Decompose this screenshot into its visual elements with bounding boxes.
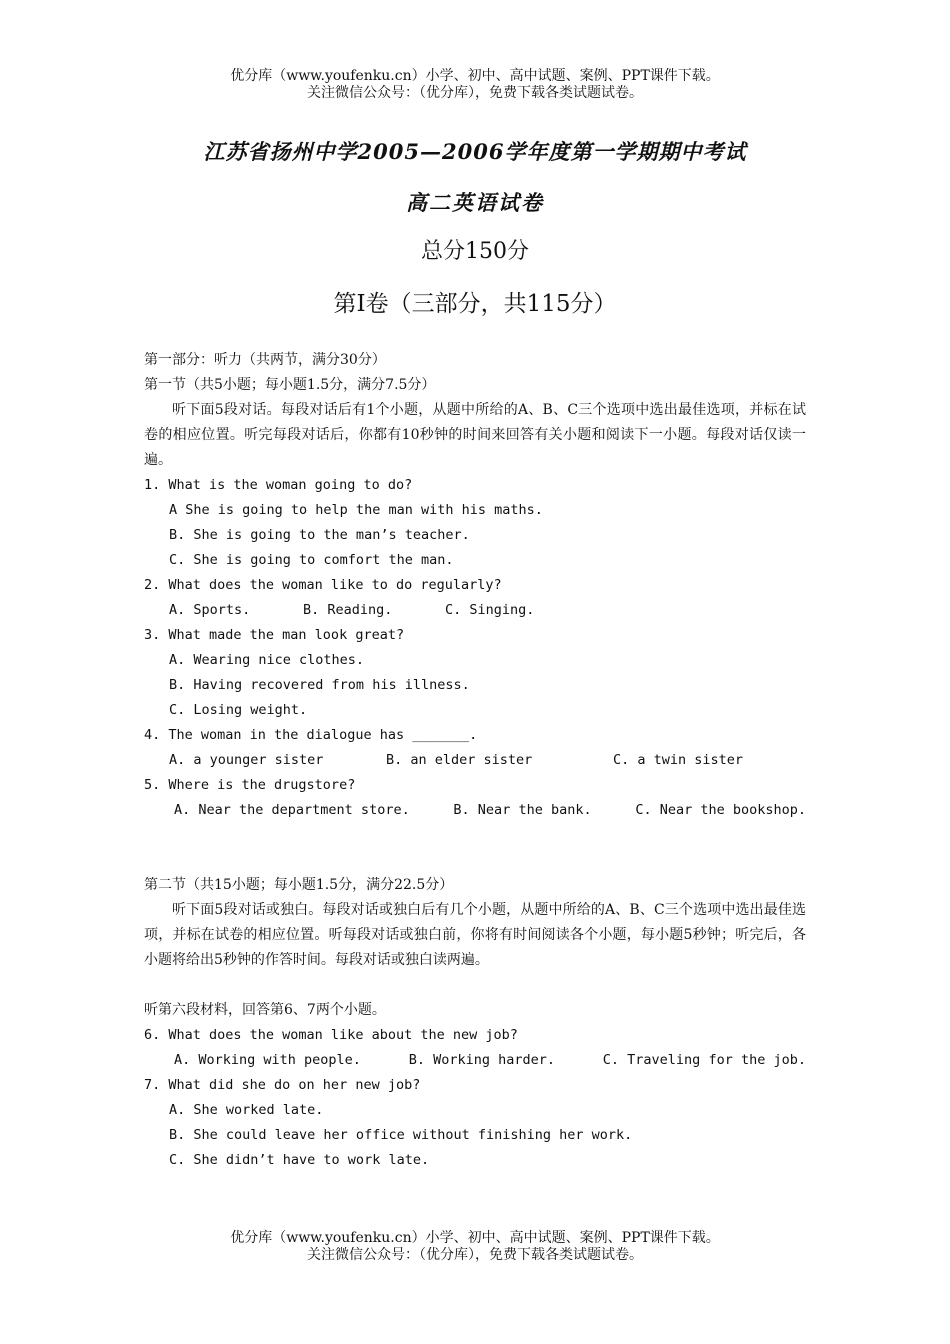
question-7-option-c: C. She didn’t have to work late. [169, 1152, 430, 1168]
question-2-options [144, 598, 806, 623]
question-6: 6. What does the woman like about the new job? [144, 1027, 518, 1043]
section1-heading: 第一节（共5小题；每小题1.5分，满分7.5分） [144, 377, 436, 393]
header-banner [0, 68, 950, 102]
question-1: 1. What is the woman going to do? [144, 477, 413, 493]
question-3-option-b: B. Having recovered from his illness. [169, 677, 470, 693]
question-1-option-a: A She is going to help the man with his maths. [169, 502, 543, 518]
question-3-option-c: C. Losing weight. [169, 702, 308, 718]
question-5-option-a: A. Near the department store. [174, 802, 410, 818]
part1-heading: 第一部分：听力（共两节，满分30分） [144, 352, 386, 368]
question-6-option-a: A. Working with people. [174, 1052, 361, 1068]
exam-content [144, 348, 806, 1173]
question-3-option-a: A. Wearing nice clothes. [169, 652, 365, 668]
question-2-option-b: B. Reading. [303, 602, 393, 618]
question-2-option-a: A. Sports. [169, 602, 251, 618]
question-4-option-a: A. a younger sister [169, 752, 324, 768]
question-1-option-c: C. She is going to comfort the man. [169, 552, 454, 568]
question-6-option-c: C. Traveling for the job. [602, 1052, 806, 1068]
material-6-label: 听第六段材料，回答第6、7两个小题。 [144, 1002, 386, 1018]
question-7-option-a: A. She worked late. [169, 1102, 324, 1118]
section1-instructions: 听下面5段对话。每段对话后有1个小题，从题中所给的A、B、C三个选项中选出最佳选项，并标在试卷的相应位置。听完每段对话后，你都有10秒钟的时间来回答有关小题和阅读下一小题。每段对话仅读一遍。 [144, 402, 806, 468]
question-6-options [144, 1048, 806, 1073]
question-2-option-c: C. Singing. [445, 602, 535, 618]
question-4-option-c: C. a twin sister [613, 752, 744, 768]
question-2: 2. What does the woman like to do regularly? [144, 577, 502, 593]
footer-banner [0, 1230, 950, 1264]
volume-heading: 第Ⅰ卷（三部分，共115分） [333, 291, 617, 317]
question-3: 3. What made the man look great? [144, 627, 405, 643]
question-4: 4. The woman in the dialogue has _______. [144, 727, 478, 743]
question-5-option-c: C. Near the bookshop. [635, 802, 806, 818]
question-7: 7. What did she do on her new job? [144, 1077, 421, 1093]
question-5-option-b: B. Near the bank. [453, 802, 592, 818]
question-4-option-b: B. an elder sister [386, 752, 533, 768]
exam-subject-title: 高二英语试卷 [406, 190, 544, 215]
header-banner-line1: 优分库（www.youfenku.cn）小学、初中、高中试题、案例、PPT课件下载。 [230, 68, 720, 84]
total-score: 总分150分 [421, 239, 529, 264]
question-1-option-b: B. She is going to the man’s teacher. [169, 527, 470, 543]
footer-banner-line2: 关注微信公众号：（优分库），免费下载各类试题试卷。 [307, 1247, 643, 1263]
question-7-option-b: B. She could leave her office without finishing her work. [169, 1127, 633, 1143]
exam-school-title: 江苏省扬州中学2005—2006学年度第一学期期中考试 [203, 139, 747, 164]
footer-banner-line1: 优分库（www.youfenku.cn）小学、初中、高中试题、案例、PPT课件下载。 [230, 1230, 720, 1246]
header-banner-line2: 关注微信公众号：（优分库），免费下载各类试题试卷。 [307, 85, 643, 101]
question-4-options [144, 748, 806, 773]
section2-heading: 第二节（共15小题；每小题1.5分，满分22.5分） [144, 877, 454, 893]
question-5-options [144, 798, 806, 823]
question-5: 5. Where is the drugstore? [144, 777, 356, 793]
section2-instructions: 听下面5段对话或独白。每段对话或独白后有几个小题，从题中所给的A、B、C三个选项中选出最佳选项，并标在试卷的相应位置。听每段对话或独白前，你将有时间阅读各个小题，每小题5秒钟；听完后，各小题将给出5秒钟的作答时间。每段对话或独白读两遍。 [144, 902, 806, 968]
question-6-option-b: B. Working harder. [408, 1052, 556, 1068]
